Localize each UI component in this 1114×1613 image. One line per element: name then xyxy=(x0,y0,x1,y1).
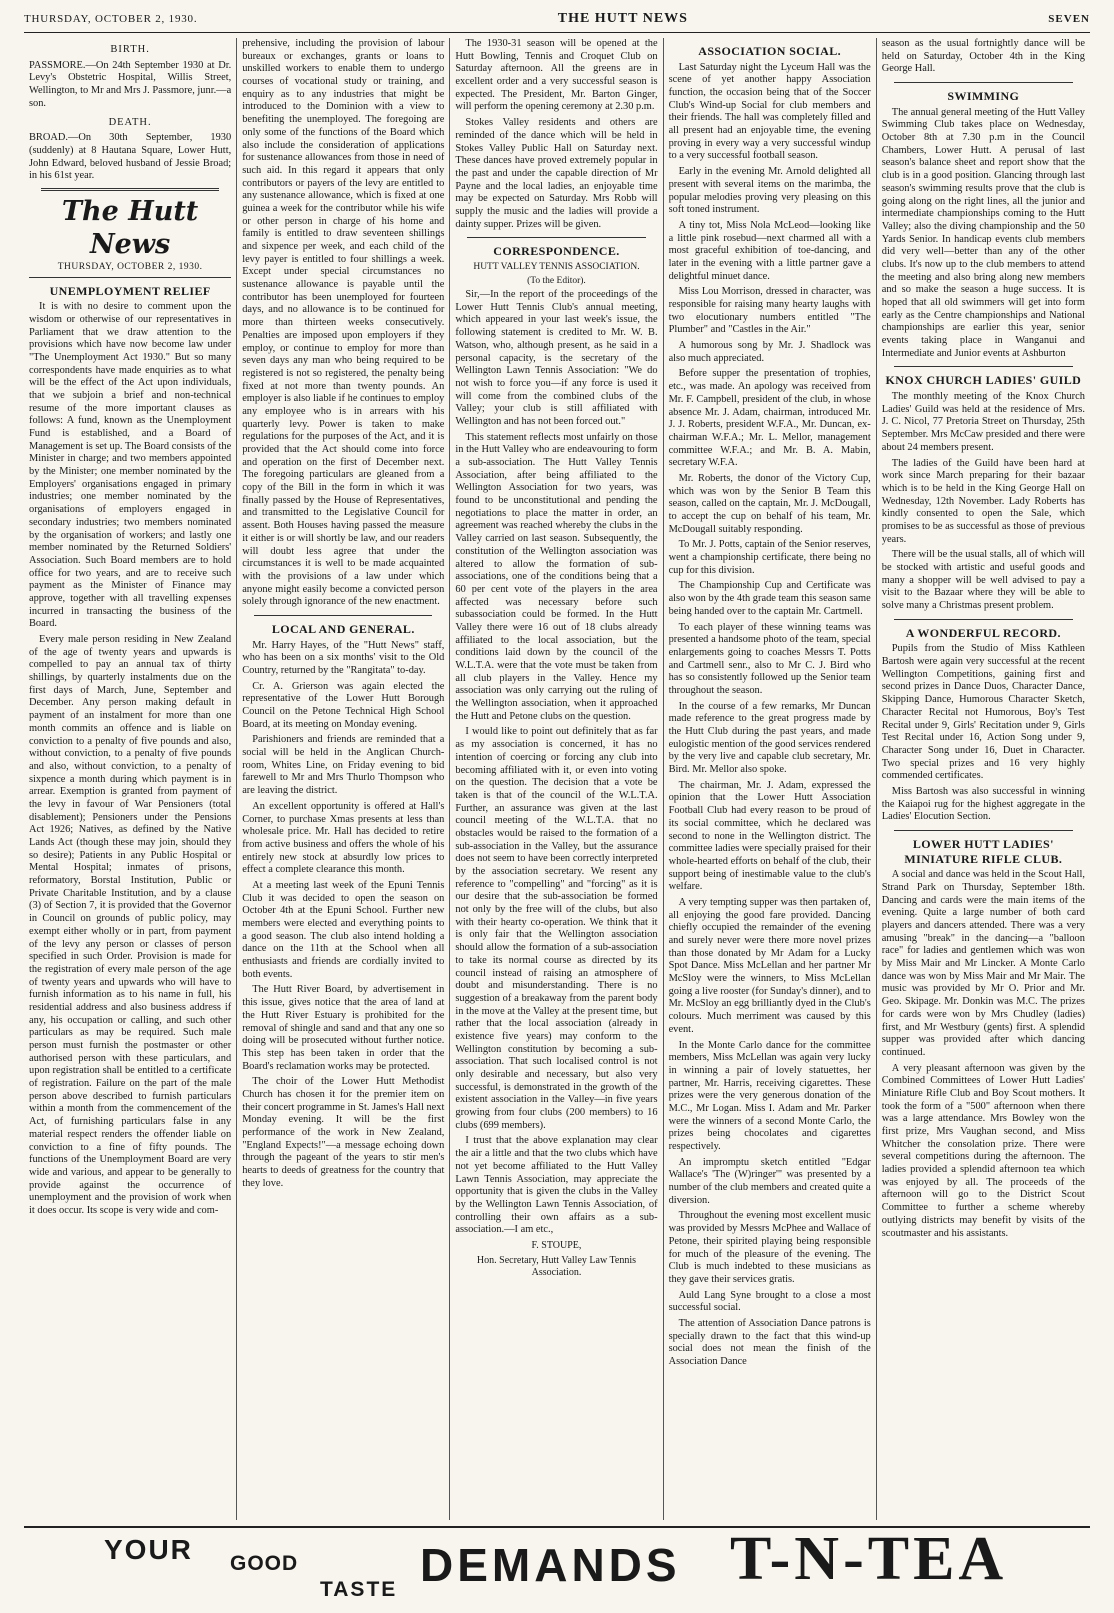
association-social-heading: ASSOCIATION SOCIAL. xyxy=(698,44,842,58)
article-para: Mr. Roberts, the donor of the Victory Cup, which was won by the Senior B Team this season, called on the captain, Mr. J. McDougall, to accept the cup on behalf of his team, Mr. McDougall suitably responding. xyxy=(668,472,871,535)
local-item: The Hutt River Board, by advertisement in this issue, gives notice that the area of land at the Hutt River Estuary is prohibited for the removal of shingle and sand and that any one so doing will be prosecuted without further notice. This step has been taken in order that the Board's reclamation works may be protected. xyxy=(242,984,445,1072)
wonderful-record-heading: A WONDERFUL RECORD. xyxy=(905,625,1061,640)
unemployment-para-1: It is with no desire to comment upon the wisdom or otherwise of our representatives in Parliament that we draw attention to the provisions which have now become law under "The Unemployment Act 1930." But so many correspondents have made enquiries as to what will be the effect of the Act upon individuals, that we subjoin a brief and non-technical resume of the more important clauses as follows: A fund, known as the Unemployment Fund is established, and a Board of Management is set up. The Board consists of the Minister in charge; and two members appointed by the Minister; one member nominated by the Employers' organisations engaged in primary industries; one member nominated by the organisations of employers engaged in secondary industries; two members nominated by the organisation of workers; and lastly one member nominated by the Returned Soldiers' Association. Such Board members are to hold office for two years, and are to receive such payment as the Minister of Finance may approve, together with all travelling expenses incurred in transacting the business of the Board. xyxy=(29,301,232,630)
death-heading: DEATH. xyxy=(108,116,152,128)
column-5 xyxy=(877,38,1090,1520)
rifle-para: A very pleasant afternoon was given by the Combined Committees of Lower Hutt Ladies' Miniature Rifle Club and Boy Scout mothers. It took the form of a "500" afternoon when there was a large attendance. Mrs Bowley won the first prize, Mrs Vaughan second, and Miss Whitcher the consolation prize. There were several competitions during the afternoon. The ladies provided a splendid afternoon tea which was enjoyed by all. The proceeds of the afternoon will go to the District Scout Committee to further a scheme whereby outlying districts may benefit by visits of the scoutmaster and his assistants. xyxy=(881,1062,1085,1239)
article-para: The Championship Cup and Certificate was also won by the 4th grade team this season same being handed over to the captain Mr. Cartmell. xyxy=(668,580,871,617)
column-3 xyxy=(450,38,663,1520)
header-paper-title: THE HUTT NEWS xyxy=(557,11,688,26)
header-page-number: SEVEN xyxy=(1048,13,1090,25)
divider xyxy=(41,188,219,191)
tea-advertisement xyxy=(24,1526,1090,1608)
local-general-heading: LOCAL AND GENERAL. xyxy=(271,621,415,636)
rifle-club-heading: LOWER HUTT LADIES' MINIATURE RIFLE CLUB. xyxy=(904,837,1063,866)
birth-notice: PASSMORE.—On 24th September 1930 at Dr. Levy's Obstetric Hospital, Willis Street, Wellington, to Mr and Mrs J. Passmore, junr.—a son. xyxy=(29,59,232,109)
correspondence-addressee: (To the Editor). xyxy=(527,275,586,286)
article-para: Miss Lou Morrison, dressed in character, was responsible for raising many hearty laughs with two elocutionary numbers entitled "The Plumber" and "Castles in the Air." xyxy=(668,286,871,336)
local-item: Cr. A. Grierson was again elected the representative of the Lower Hutt Borough Council on the Petone Technical High School Board, at its meeting on Monday evening. xyxy=(242,680,445,730)
divider xyxy=(894,619,1073,620)
running-header xyxy=(24,6,1090,33)
swimming-para: The annual general meeting of the Hutt Valley Swimming Club takes place on Wednesday, October 8th at 7.30 p.m in the Council Chambers, Lower Hutt. A perusal of last season's balance sheet and report show that the club is in a good position. Glancing through last season's swimming results prove that the club is going along on the right lines, all the junior and intermediate championships coming to the Hutt Valley; also the diving championship and the 50 Yards Senior. In handicap events club members did very well—better than any of the other clubs. It's now up to the club members to attend the meeting and also bring along new members and so make the season a huge success. It is hoped that all old swimmers will get into form early as the Centre championships and National championships are earlier this year, senior events taking place in Wanganui and Intermediate and Junior events at Ashburton xyxy=(881,106,1085,359)
article-para: An impromptu sketch entitled "Edgar Wallace's 'The (W)ringer'" was presented by a number of the club members and created quite a diversion. xyxy=(668,1156,871,1206)
header-date: THURSDAY, OCTOBER 2, 1930. xyxy=(24,13,198,25)
column-4 xyxy=(664,38,877,1520)
local-item: Stokes Valley residents and others are reminded of the dance which will be held in Stokes Valley Public Hall on Saturday next. These dances have proved extremely popular in the past and under the capable direction of Mr Payne and the local ladies, an enjoyable time may be expected on Saturday. Mrs Robb will supply the music and the ladies will provide a dainty supper. Prizes will be given. xyxy=(455,117,658,230)
article-para: The chairman, Mr. J. Adam, expressed the opinion that the Lower Hutt Association Football Club had every reason to be proud of its social committee, which he declared was second to none in the Wellington district. The committee ladies were specially praised for their whole-hearted efforts on behalf of the club, their support being of inestimable value to the club's welfare. xyxy=(668,779,871,893)
article-para: A humorous song by Mr. J. Shadlock was also much appreciated. xyxy=(668,340,871,364)
local-item: The choir of the Lower Hutt Methodist Church has chosen it for the premier item on their concert programme in St. James's Hall next Monday evening. It will be the first performance of the work in New Zealand, "England Expects!"—a message echoing down through the pageant of the years to stir men's hearts to deeds of greatness for the country that they love. xyxy=(242,1076,445,1189)
unemployment-heading: UNEMPLOYMENT RELIEF xyxy=(49,283,211,298)
article-para: To Mr. J. Potts, captain of the Senior reserves, went a championship certificate, there being no cup for this division. xyxy=(668,539,871,576)
record-para: Miss Bartosh was also successful in winning the Kaiapoi rug for the highest aggregate in the Ladies' Elocution Section. xyxy=(881,785,1085,823)
article-para: In the course of a few remarks, Mr Duncan made reference to the great progress made by the Hutt Club during the past years, and made eulogistic mention of the good services rendered by the very live and capable club secretary, Mr. Bird. Mr. Mellor also spoke. xyxy=(668,700,871,776)
knox-guild-heading: KNOX CHURCH LADIES' GUILD xyxy=(885,373,1082,388)
knox-para: There will be the usual stalls, all of which will be stocked with artistic and useful goods and many a shopper will be well advised to pay a visit to the Bazaar where they will be able to solve many a Christmas present problem. xyxy=(881,549,1085,612)
divider xyxy=(467,237,645,238)
local-item: Parishioners and friends are reminded that a social will be held in the Anglican Church-room, Whites Line, on Friday evening to bid farewell to Mr and Mrs Thurlo Thompson who are leaving the district. xyxy=(242,734,445,797)
knox-para: The monthly meeting of the Knox Church Ladies' Guild was held at the residence of Mrs. J. C. Nicol, 77 Pretoria Street on Thursday, 25th September. Mrs McCaw presided and there were about 24 members present. xyxy=(881,391,1085,453)
article-para: Early in the evening Mr. Arnold delighted all present with several items on the marimba, the popular melodies proving very pleasing on this soft toned instrument. xyxy=(668,166,871,216)
article-para: A very tempting supper was then partaken of, all enjoying the good fare provided. Dancing chiefly occupied the remainder of the evening and surely never were there more novel prizes than those donated by Mr Adam for a Lucky Spot Dance. Miss McLellan and her partner Mr McSloy were the winners, to Miss McLellan going a live rooster (for Sunday's dinner), and to Mr. McSloy an egg brilliantly dyed in the Club's colours. Much merriment was caused by this event. xyxy=(668,896,871,1035)
divider xyxy=(894,366,1073,367)
article-para: Last Saturday night the Lyceum Hall was the scene of yet another happy Association function, the occasion being that of the Soccer Club's Wind-up Social for club members and their friends. The hall was completely filled and all present had an enjoyable time, the evening proving in every way a very successful windup to a very successful football season. xyxy=(668,61,871,162)
article-para: Before supper the presentation of trophies, etc., was made. An apology was received from Mr. F. Campbell, president of the club, in whose absence Mr. J. Adam, chairman, introduced Mr. J. J. Roberts, president W.F.A., Mr. Duncan, ex-chairman W.F.A.; Mr. L. Mellor, management committee W.F.A.; and Mr. B. A. Mabin, secretary W.F.A. xyxy=(668,368,871,469)
letter-para: I would like to point out definitely that as far as my association is concerned, it has no intention of coercing or forcing any club into becoming affiliated with it, or even into voting on the question. The decision that a vote be taken is that of the council of the W.L.T.A. Further, an assurance was given at the last council meeting of the W.L.T.A. that no obstacles would be raised to the formation of a sub-association in the Valley, but the assurance does not seem to have been correctly interpreted by the association secretary. We resent any reference to "compelling" and "forcing" as it is our desire that the sub-association be formed not only by the free will of the clubs, but also with their hearty co-operation. We think that it is only fair that the Wellington association should allow the formation of a sub-association to take its normal course as directed by its council instead of raising an atmosphere of doubt and misunderstanding. There is no suggestion of a breakaway from the parent body in the move at the Valley at the present time, but rather that the local association (already in existence five years) may conform to the Wellington constitution by becoming a sub-association. That such localised control is not only desirable and necessary, but also very successful, is demonstrated in the growth of the existent association in the Valley—in five years growing from four clubs (200 members) to 16 clubs (699 members). xyxy=(455,726,658,1131)
letter-para: Sir,—In the report of the proceedings of the Lower Hutt Tennis Club's annual meeting, which appeared in your last week's issue, the following statement is credited to Mr. W. B. Watson, who, although present, as he said in a personal capacity, is the secretary of the Wellington Lawn Tennis Association: "We do not wish to force you—if any force is used it will come from the combined clubs of the Valley; your club is still affiliated with Wellington and has not been forced out." xyxy=(455,289,658,427)
column-1 xyxy=(24,38,237,1520)
article-para: A tiny tot, Miss Nola McLeod—looking like a little pink rosebud—next charmed all with a most graceful exhibition of toe-dancing, and later in the evening with a little partner gave a delightful minuet dance. xyxy=(668,219,871,282)
paper-masthead: The Hutt News xyxy=(61,196,199,261)
article-para: In the Monte Carlo dance for the committee members, Miss McLellan was again very lucky in winning a pair of lovely statuettes, her partner, Mr. Harris, receiving cigarettes. These prizes were the very generous donation of the M.C., Mr Logan. Miss I. Adam and Mr. Parker were the winners of a second Monte Carlo, the prizes being chocolates and cigarettes respectively. xyxy=(668,1039,871,1152)
record-para: Pupils from the Studio of Miss Kathleen Bartosh were again very successful at the recent Wellington Competitions, gaining first and second prizes in Dance Duos, Character Dance, Skipping Dance, Humorous Character Sketch, Character Recital not Humorous, Boy's Test Recital under 9, Girls' Recitation under 9, Girls Test Recital under 16, Action Song under 9, Character Song under 16, Duet in Character. Two special prizes and 16 very highly commended certificates. xyxy=(881,643,1085,782)
letter-signature-title: Hon. Secretary, Hutt Valley Law Tennis Association. xyxy=(476,1255,636,1279)
article-para: Throughout the evening most excellent music was provided by Messrs McPhee and Wallace of Petone, their spirited playing being responsible for much of the pleasure of the evening. The Club is much indebted to these musicians as they gave their services gratis. xyxy=(668,1210,871,1285)
unemployment-para-2: Every male person residing in New Zealand of the age of twenty years and upwards is compelled to pay an annual tax of thirty shillings, by quarterly instalments due on the first days of March, June, September and December. Any person making default in payment of an instalment for more than one month commits an offence and is liable on conviction to a penalty of five pounds and also, without conviction, to a penalty of five pounds and also, without conviction, to a penalty of sixpence a month during which payment is in arrear. Exemption is granted from payment of the levy in favour of War Pensioners (total disablement); Pensioners under the Pensions Act 1926; Natives, as defined by the Native Lands Act (though these may join, should they so desire); Patients in any Public Hospital or Mental Hospital; inmates of prisons, reformatory, Borstal Institution, Public or Private Charitable Institution, and by a clause (3) of Section 7, it is provided that the Governor in Council on grounds of public policy, may exempt either wholly or in part, from payment of the levy any person or classes of person specified in such Order. Provision is made for the registration of every male person of the age of twenty years and upwards who will have to furnish information as to his name in full, his residential address and also business address if any, his occupation or calling, and such other particulars as may be required. Such male person must furnish the postmaster or other authorised person with these particulars, and upon registration shall be entitled to a certificate of registration. Failure on the part of the male person above described to furnish particulars within a month from the commencement of the Act, of furnishing particulars false in any material respect renders the offender liable on conviction to a fine of fifty pounds. The functions of the Unemployment Board are very wide and various, and appear to be generally to provide against the occurrence of unemployment and the provision of work when it does occur. Its scope is very wide and com- xyxy=(29,634,232,1216)
article-para: season as the usual fortnightly dance will be held on Saturday, October 4th in the King George Hall. xyxy=(881,38,1085,75)
article-para: The attention of Association Dance patrons is specially drawn to the fact that this wind-up social does not mean the finish of the Association Dance xyxy=(668,1317,871,1367)
divider xyxy=(894,82,1073,83)
ad-word-your: YOUR xyxy=(104,1534,193,1565)
letter-para: This statement reflects most unfairly on those in the Hutt Valley who are endeavouring to form a sub-association. The Hutt Valley Tennis Association, after being affiliated to the Wellington Association for two years, was found to be unconstitutional and pending the negotiations to place the matter in order, an agreement was reached whereby the clubs in the Valley carried on last season. Subsequently, the constitution of the Wellington association was altered to allow the formation of sub-associations, one of the conditions being that a 60 per cent vote of the players in the area affected was necessary before such subassociation could be formed. In the Hutt Valley there were 16 out of 18 clubs already affiliated to the local association, but the conditions laid down by the council of the W.L.T.A. were that the vote must be taken from all club players in the Valley. Hence my association was only carrying out the ruling of the Wellington association, when it approached the Hutt and Petone clubs on the question. xyxy=(455,431,658,722)
unemployment-continued: prehensive, including the provision of labour bureaux or exchanges, grants or loans to unskilled workers to enable them to undergo courses of vocational study or training, and enquiry as to any industries that might be introduced to the Dominion with a view to benefiting the unemployed. The foregoing are only some of the functions of the Board which also include the consideration of applications for sustenance allowances from those in need of such aid. In this regard it appears that only contributors or payers of the levy are entitled to any sustenance allowance, which is fixed at one guinea a week for the contributor while his wife or other person in charge of his home and family is entitled to draw seventeen shillings and sixpence per week, and each child of the levy payer is entitled to four shillings a week. Except under special circumstances no sustenance allowance is payable until the contributor has been unemployed for fourteen days, and no allowance is to be continued for more than thirteen weeks consecutively. Penalties are imposed upon employers if they employ, or continue to employ for more than seven days any man who being required to be registered is not so registered, the penalty being fixed at not more than twenty pounds. An employer is also liable if he continues to employ any employee who is in arrears with his quarterly levy. Power is taken to make regulations for the purposes of the Act, and it is provided that the Act should come into force and operation on the first of December next. The foregoing particulars are gleaned from a copy of the Bill in the form in which it was finally passed by the House of Representatives, and transmitted to the Legislative Council for assent. Both Houses having passed the measure it either is or will shortly be law, and our readers will doubt less agree that under the circumstances it is well to be made acquainted with the provisions of a law under which anyone might easily become a convicted person solely through ignorance of the new enactment. xyxy=(242,38,445,608)
correspondence-subheading: HUTT VALLEY TENNIS ASSOCIATION. xyxy=(473,261,640,272)
ad-word-demands: DEMANDS xyxy=(420,1539,681,1591)
ad-word-taste: TASTE xyxy=(320,1578,398,1601)
columns xyxy=(24,38,1090,1520)
rifle-para: A social and dance was held in the Scout Hall, Strand Park on Thursday, September 18th. Dancing and cards were the main items of the evening. Quite a large number of both card players and dancers attended. There was a very amusing "break" in the dancing—a "balloon race" for ladies and gentlemen which was won by Miss Mair and Mr Lincker. A Monte Carlo dance was won by Miss Mair and Mr Mair. The music was provided by Mr O. Prior and Mr. Geo. Skipage. Mr. Donkin was M.C. The prizes for cards were won by Mrs Chudley (ladies) first, and Mr Westbury (gents) first. A splendid supper was provided after which dancing continued. xyxy=(881,869,1085,1058)
article-para: To each player of these winning teams was presented a handsome photo of the team, special enlargements going to coaches Messrs T. Potts and Cartmell senr., also to Mr C. J. Bird who has so consistently followed up the Senior team throughout the season. xyxy=(668,621,871,696)
local-item: An excellent opportunity is offered at Hall's Corner, to purchase Xmas presents at less than wholesale price. Mr. Hall has decided to retire from active business and offers the whole of his entirely new stock at absurdly low prices to effect a complete clearance this month. xyxy=(242,800,445,876)
correspondence-heading: CORRESPONDENCE. xyxy=(493,244,620,259)
local-item: At a meeting last week of the Epuni Tennis Club it was decided to open the season on October 4th at the Epuni School. Further new members were elected and everything points to a good season. The club also intend holding a dance on the 11th at the School when all enthusiasts and friends are cordially invited to both events. xyxy=(242,879,445,980)
local-item: Mr. Harry Hayes, of the "Hutt News" staff, who has been on a six months' visit to the Old Country, returned by the "Rangitata" to-day. xyxy=(242,639,445,676)
ad-brand-name: T-N-TEA xyxy=(730,1525,1008,1593)
knox-para: The ladies of the Guild have been hard at work since March preparing for their bazaar which is to be held in the King George Hall on Wednesday, 12th November. Lady Roberts has kindly consented to open the Sale, which promises to be as successful as those of previous years. xyxy=(881,457,1085,545)
divider xyxy=(894,830,1073,831)
birth-heading: BIRTH. xyxy=(110,44,150,55)
column-2 xyxy=(237,38,450,1520)
divider xyxy=(254,615,432,616)
letter-para: I trust that the above explanation may clear the air a little and that the two clubs which have not yet become affiliated to the Hutt Valley Lawn Tennis Association, may appreciate the opportunity that is given the clubs in the Valley by the Wellington Lawn Tennis Association, of controlling their own affairs as a sub-association.—I am etc., xyxy=(455,1135,658,1236)
article-para: Auld Lang Syne brought to a close a most successful social. xyxy=(668,1289,871,1314)
ad-word-good: GOOD xyxy=(230,1552,299,1575)
swimming-heading: SWIMMING xyxy=(947,89,1020,104)
local-item: The 1930-31 season will be opened at the Hutt Bowling, Tennis and Croquet Club on Saturday afternoon. All the greens are in excellent order and a very successful season is expected. The President, Mr. Barton Ginger, will perform the opening ceremony at 2.30 p.m. xyxy=(455,38,658,113)
death-notice: BROAD.—On 30th September, 1930 (suddenly) at 8 Hautana Square, Lower Hutt, John Edward, beloved husband of Jessie Broad; in his 61st year. xyxy=(29,132,232,182)
masthead-date: THURSDAY, OCTOBER 2, 1930. xyxy=(29,262,231,278)
letter-signature-name: F. STOUPE, xyxy=(531,1239,582,1251)
